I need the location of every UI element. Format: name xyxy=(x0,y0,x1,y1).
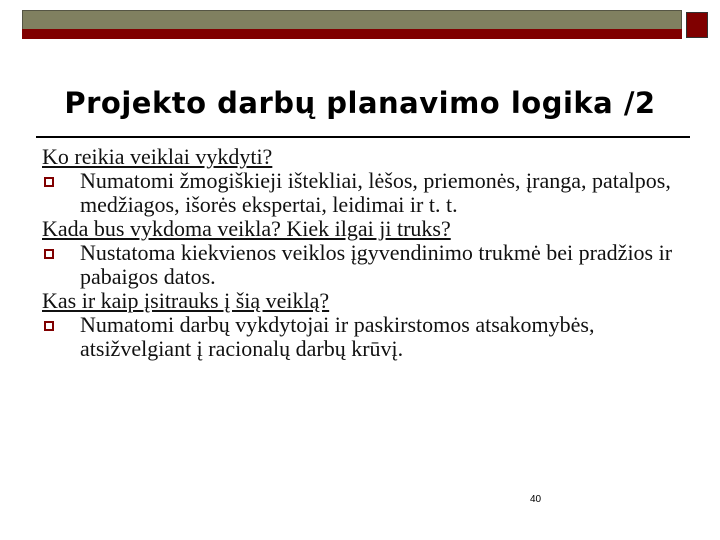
bullet-text: Numatomi darbų vykdytojai ir paskirstomos atsakomybės, atsižvelgiant į racionalų darbų krūvį. xyxy=(80,312,595,361)
corner-decor-square xyxy=(686,12,708,38)
question-heading: Ko reikia veiklai vykdyti? xyxy=(42,144,273,169)
bullet-item xyxy=(42,241,702,289)
top-decor-stripe xyxy=(22,29,682,39)
question-heading: Kas ir kaip įsitrauks į šią veiklą? xyxy=(42,288,330,313)
slide-body xyxy=(42,145,702,361)
bullet-item xyxy=(42,313,702,361)
bullet-text: Nustatoma kiekvienos veiklos įgyvendinimo trukmė bei pradžios ir pabaigos datos. xyxy=(80,240,673,289)
bullet-item xyxy=(42,169,702,217)
hollow-square-bullet-icon xyxy=(44,177,54,187)
question-heading: Kada bus vykdoma veikla? Kiek ilgai ji truks? xyxy=(42,216,451,241)
hollow-square-bullet-icon xyxy=(44,249,54,259)
hollow-square-bullet-icon xyxy=(44,321,54,331)
title-divider xyxy=(36,136,690,138)
bullet-text: Numatomi žmogiškieji ištekliai, lėšos, priemonės, įranga, patalpos, medžiagos, išorės ekspertai, leidimai ir t. t. xyxy=(80,168,671,217)
slide-title: Projekto darbų planavimo logika /2 xyxy=(64,86,656,120)
page-number: 40 xyxy=(530,494,542,505)
